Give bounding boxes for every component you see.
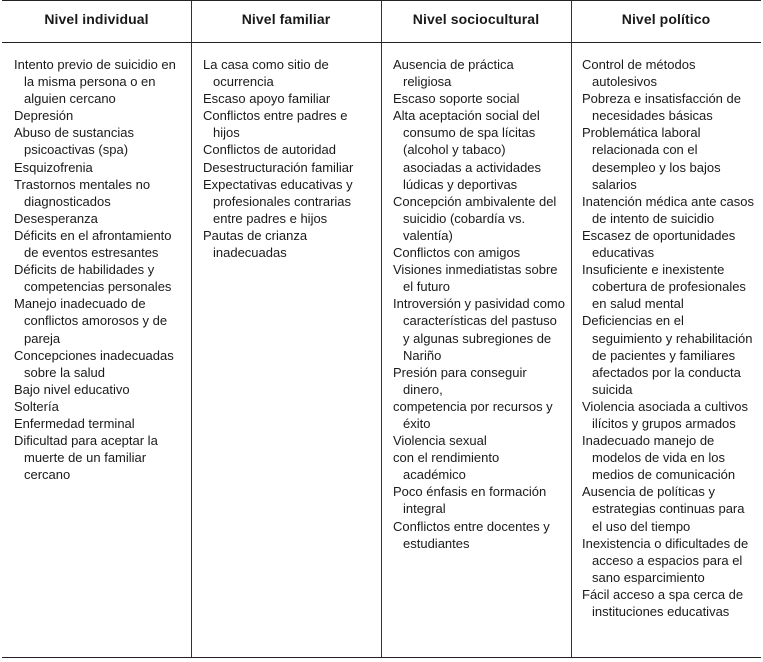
risk-factors-table bbox=[2, 0, 761, 658]
header-nivel-individual: Nivel individual bbox=[44, 11, 149, 27]
list-item: competencia por recursos y éxito bbox=[393, 398, 553, 431]
header-nivel-politico: Nivel político bbox=[621, 11, 711, 27]
header-nivel-familiar: Nivel familiar bbox=[241, 11, 331, 27]
column-sociocultural bbox=[393, 56, 565, 552]
list-item: Dificultad para aceptar la muerte de un familiar cercano bbox=[14, 433, 158, 483]
column-divider bbox=[571, 1, 572, 657]
list-item: Poco énfasis en formación integral bbox=[393, 484, 547, 517]
list-item: Pobreza e insatisfacción de necesidades básicas bbox=[582, 91, 741, 124]
list-item: Conflictos entre padres e hijos bbox=[203, 108, 348, 141]
list-item: Esquizofrenia bbox=[14, 159, 93, 175]
column-familiar bbox=[203, 56, 373, 261]
list-item: Concepciones inadecuadas sobre la salud bbox=[14, 347, 174, 380]
list-item: Insuficiente e inexistente cobertura de profesionales en salud mental bbox=[582, 262, 746, 312]
list-item: Abuso de sustancias psicoactivas (spa) bbox=[14, 125, 134, 158]
header-nivel-sociocultural: Nivel sociocultural bbox=[412, 11, 540, 27]
list-item: Conflictos de autoridad bbox=[203, 142, 336, 158]
list-item: Manejo inadecuado de conflictos amorosos y de pareja bbox=[14, 296, 168, 346]
list-item: Conflictos con amigos bbox=[393, 245, 521, 261]
list-item: Intento previo de suicidio en la misma persona o en alguien cercano bbox=[14, 57, 176, 107]
list-item: Pautas de crianza inadecuadas bbox=[203, 227, 308, 261]
list-item: con el rendimiento académico bbox=[393, 450, 500, 483]
list-item: Ausencia de práctica religiosa bbox=[393, 57, 514, 90]
list-item: Alta aceptación social del consumo de spa lícitas (alcohol y tabaco) asociadas a actividades lúdicas y deportivas bbox=[393, 108, 542, 192]
list-item: Escasez de oportunidades educativas bbox=[582, 227, 736, 261]
list-item: Escaso soporte social bbox=[393, 91, 520, 107]
list-item: Depresión bbox=[14, 108, 74, 124]
list-item: Soltería bbox=[14, 398, 59, 414]
list-item: Déficits de habilidades y competencias personales bbox=[14, 262, 172, 295]
list-item: Violencia asociada a cultivos ilícitos y grupos armados bbox=[582, 398, 748, 431]
list-item: Desesperanza bbox=[14, 210, 98, 226]
list-item: Enfermedad terminal bbox=[14, 415, 135, 431]
list-item: Introversión y pasividad como características del pastuso y algunas subregiones de Nariño bbox=[393, 296, 565, 363]
list-item: Déficits en el afrontamiento de eventos estresantes bbox=[14, 227, 172, 261]
list-item: Control de métodos autolesivos bbox=[582, 57, 696, 90]
list-item: Expectativas educativas y profesionales contrarias entre padres e hijos bbox=[203, 176, 353, 226]
list-item: Deficiencias en el seguimiento y rehabilitación de pacientes y familiares afectados por la conducta suicida bbox=[582, 313, 753, 397]
list-item: La casa como sitio de ocurrencia bbox=[203, 57, 329, 90]
list-item: Inexistencia o dificultades de acceso a espacios para el sano esparcimiento bbox=[582, 535, 749, 585]
list-item: Inatención médica ante casos de intento de suicidio bbox=[582, 193, 754, 226]
list-item: Presión para conseguir dinero, bbox=[393, 364, 527, 397]
column-politico bbox=[582, 56, 756, 620]
list-item: Escaso apoyo familiar bbox=[203, 91, 331, 107]
list-item: Concepción ambivalente del suicidio (cobardía vs. valentía) bbox=[393, 193, 557, 243]
list-item: Desestructuración familiar bbox=[203, 159, 354, 175]
column-individual bbox=[14, 56, 186, 483]
list-item: Bajo nivel educativo bbox=[14, 381, 130, 397]
list-item: Conflictos entre docentes y estudiantes bbox=[393, 518, 550, 551]
list-item: Problemática laboral relacionada con el desempleo y los bajos salarios bbox=[582, 125, 721, 192]
list-item: Ausencia de políticas y estrategias continuas para el uso del tiempo bbox=[582, 484, 745, 534]
list-item: Visiones inmediatistas sobre el futuro bbox=[393, 262, 558, 295]
list-item: Inadecuado manejo de modelos de vida en los medios de comunicación bbox=[582, 433, 736, 483]
list-item: Fácil acceso a spa cerca de instituciones educativas bbox=[582, 586, 744, 619]
column-divider bbox=[191, 1, 192, 657]
list-item: Trastornos mentales no diagnosticados bbox=[14, 176, 151, 209]
list-item: Violencia sexual bbox=[393, 433, 487, 449]
column-divider bbox=[381, 1, 382, 657]
